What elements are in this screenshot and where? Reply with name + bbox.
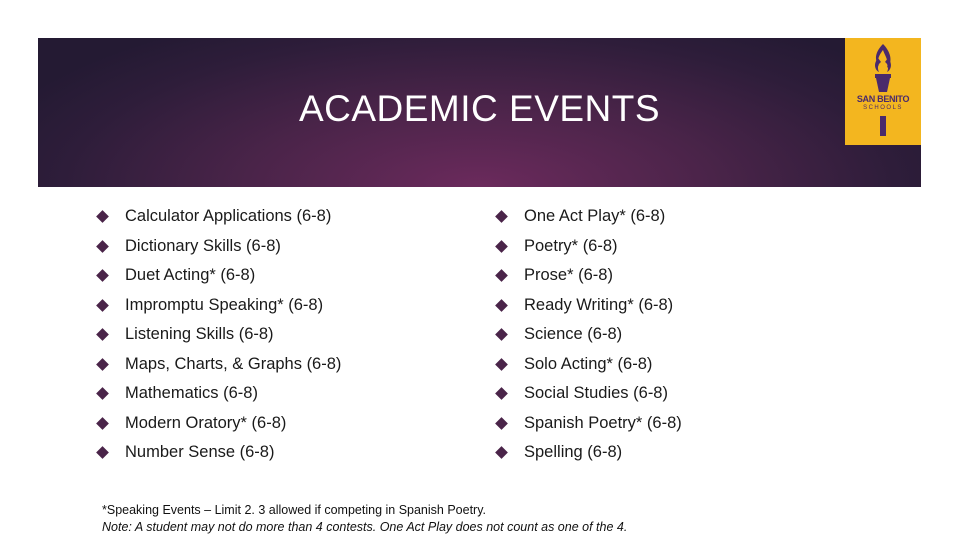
diamond-bullet-icon xyxy=(495,210,508,223)
list-item: Spelling (6-8) xyxy=(497,438,682,468)
list-item: Impromptu Speaking* (6-8) xyxy=(98,291,341,321)
diamond-bullet-icon xyxy=(495,269,508,282)
logo-subtitle: SCHOOLS xyxy=(863,105,903,111)
list-item: Poetry* (6-8) xyxy=(497,232,682,262)
list-item: Calculator Applications (6-8) xyxy=(98,202,341,232)
school-logo xyxy=(845,38,921,145)
diamond-bullet-icon xyxy=(96,358,109,371)
speaking-events-footnote: *Speaking Events – Limit 2. 3 allowed if competing in Spanish Poetry. xyxy=(102,503,487,517)
list-item: Science (6-8) xyxy=(497,320,682,350)
list-item: Ready Writing* (6-8) xyxy=(497,291,682,321)
logo-name: SAN BENITO xyxy=(856,94,910,104)
list-item: Listening Skills (6-8) xyxy=(98,320,341,350)
diamond-bullet-icon xyxy=(96,240,109,253)
list-item: One Act Play* (6-8) xyxy=(497,202,682,232)
list-item: Duet Acting* (6-8) xyxy=(98,261,341,291)
list-item: Mathematics (6-8) xyxy=(98,379,341,409)
list-item: Prose* (6-8) xyxy=(497,261,682,291)
diamond-bullet-icon xyxy=(495,446,508,459)
diamond-bullet-icon xyxy=(495,299,508,312)
diamond-bullet-icon xyxy=(495,240,508,253)
list-item: Number Sense (6-8) xyxy=(98,438,341,468)
list-item: Spanish Poetry* (6-8) xyxy=(497,409,682,439)
diamond-bullet-icon xyxy=(96,387,109,400)
list-item: Dictionary Skills (6-8) xyxy=(98,232,341,262)
events-list-left xyxy=(98,202,341,468)
diamond-bullet-icon xyxy=(96,299,109,312)
page-title: ACADEMIC EVENTS xyxy=(298,88,661,129)
contest-limit-note: Note: A student may not do more than 4 contests. One Act Play does not count as one of the 4. xyxy=(102,520,628,534)
list-item: Modern Oratory* (6-8) xyxy=(98,409,341,439)
diamond-bullet-icon xyxy=(495,417,508,430)
diamond-bullet-icon xyxy=(96,446,109,459)
diamond-bullet-icon xyxy=(495,328,508,341)
title-banner xyxy=(38,38,921,187)
torch-icon xyxy=(845,38,921,145)
diamond-bullet-icon xyxy=(96,417,109,430)
list-item: Social Studies (6-8) xyxy=(497,379,682,409)
diamond-bullet-icon xyxy=(495,358,508,371)
diamond-bullet-icon xyxy=(96,210,109,223)
list-item: Maps, Charts, & Graphs (6-8) xyxy=(98,350,341,380)
events-list-right xyxy=(497,202,682,468)
diamond-bullet-icon xyxy=(96,269,109,282)
diamond-bullet-icon xyxy=(495,387,508,400)
diamond-bullet-icon xyxy=(96,328,109,341)
list-item: Solo Acting* (6-8) xyxy=(497,350,682,380)
